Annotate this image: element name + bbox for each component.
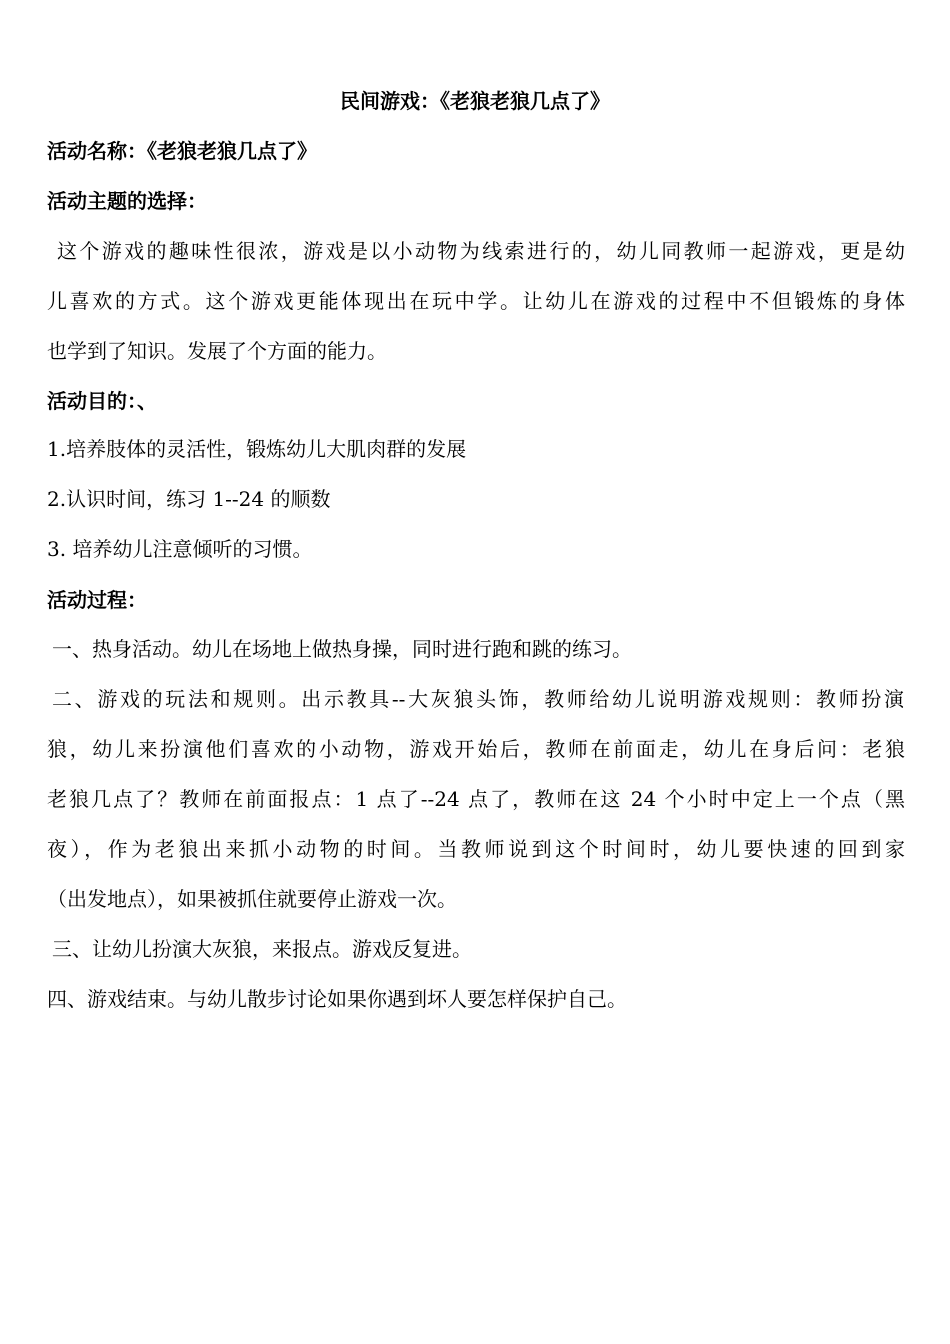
process-step-2-line: 老狼几点了？教师在前面报点：1 点了--24 点了，教师在这 24 个小时中定上一个点（黑 (47, 787, 905, 811)
process-step-1: 一、热身活动。幼儿在场地上做热身操，同时进行跑和跳的练习。 (52, 637, 632, 661)
goal-item: 2.认识时间，练习 1--24 的顺数 (47, 487, 331, 511)
process-step-2-line: 二、游戏的玩法和规则。出示教具--大灰狼头饰，教师给幼儿说明游戏规则：教师扮演 (52, 687, 904, 711)
goal-item: 1.培养肢体的灵活性，锻炼幼儿大肌肉群的发展 (47, 437, 467, 461)
activity-name: 活动名称：《老狼老狼几点了》 (47, 139, 317, 163)
document-title: 民间游戏：《老狼老狼几点了》 (340, 89, 610, 113)
process-step-4: 四、游戏结束。与幼儿散步讨论如果你遇到坏人要怎样保护自己。 (47, 987, 627, 1011)
process-step-2-line: （出发地点），如果被抓住就要停止游戏一次。 (47, 887, 457, 911)
theme-paragraph-line: 这个游戏的趣味性很浓，游戏是以小动物为线索进行的，幼儿同教师一起游戏，更是幼 (57, 239, 905, 263)
process-heading: 活动过程： (47, 588, 147, 612)
theme-heading: 活动主题的选择： (47, 189, 207, 213)
process-step-2-line: 狼，幼儿来扮演他们喜欢的小动物，游戏开始后，教师在前面走，幼儿在身后问：老狼 (47, 737, 905, 761)
theme-paragraph-line: 儿喜欢的方式。这个游戏更能体现出在玩中学。让幼儿在游戏的过程中不但锻炼的身体 (47, 289, 905, 313)
process-step-3: 三、让幼儿扮演大灰狼，来报点。游戏反复进。 (52, 937, 472, 961)
goal-item: 3. 培养幼儿注意倾听的习惯。 (47, 537, 313, 561)
process-step-2-line: 夜），作为老狼出来抓小动物的时间。当教师说到这个时间时，幼儿要快速的回到家 (47, 837, 905, 861)
goals-heading: 活动目的：、 (47, 389, 157, 413)
theme-paragraph-line: 也学到了知识。发展了个方面的能力。 (47, 339, 387, 363)
